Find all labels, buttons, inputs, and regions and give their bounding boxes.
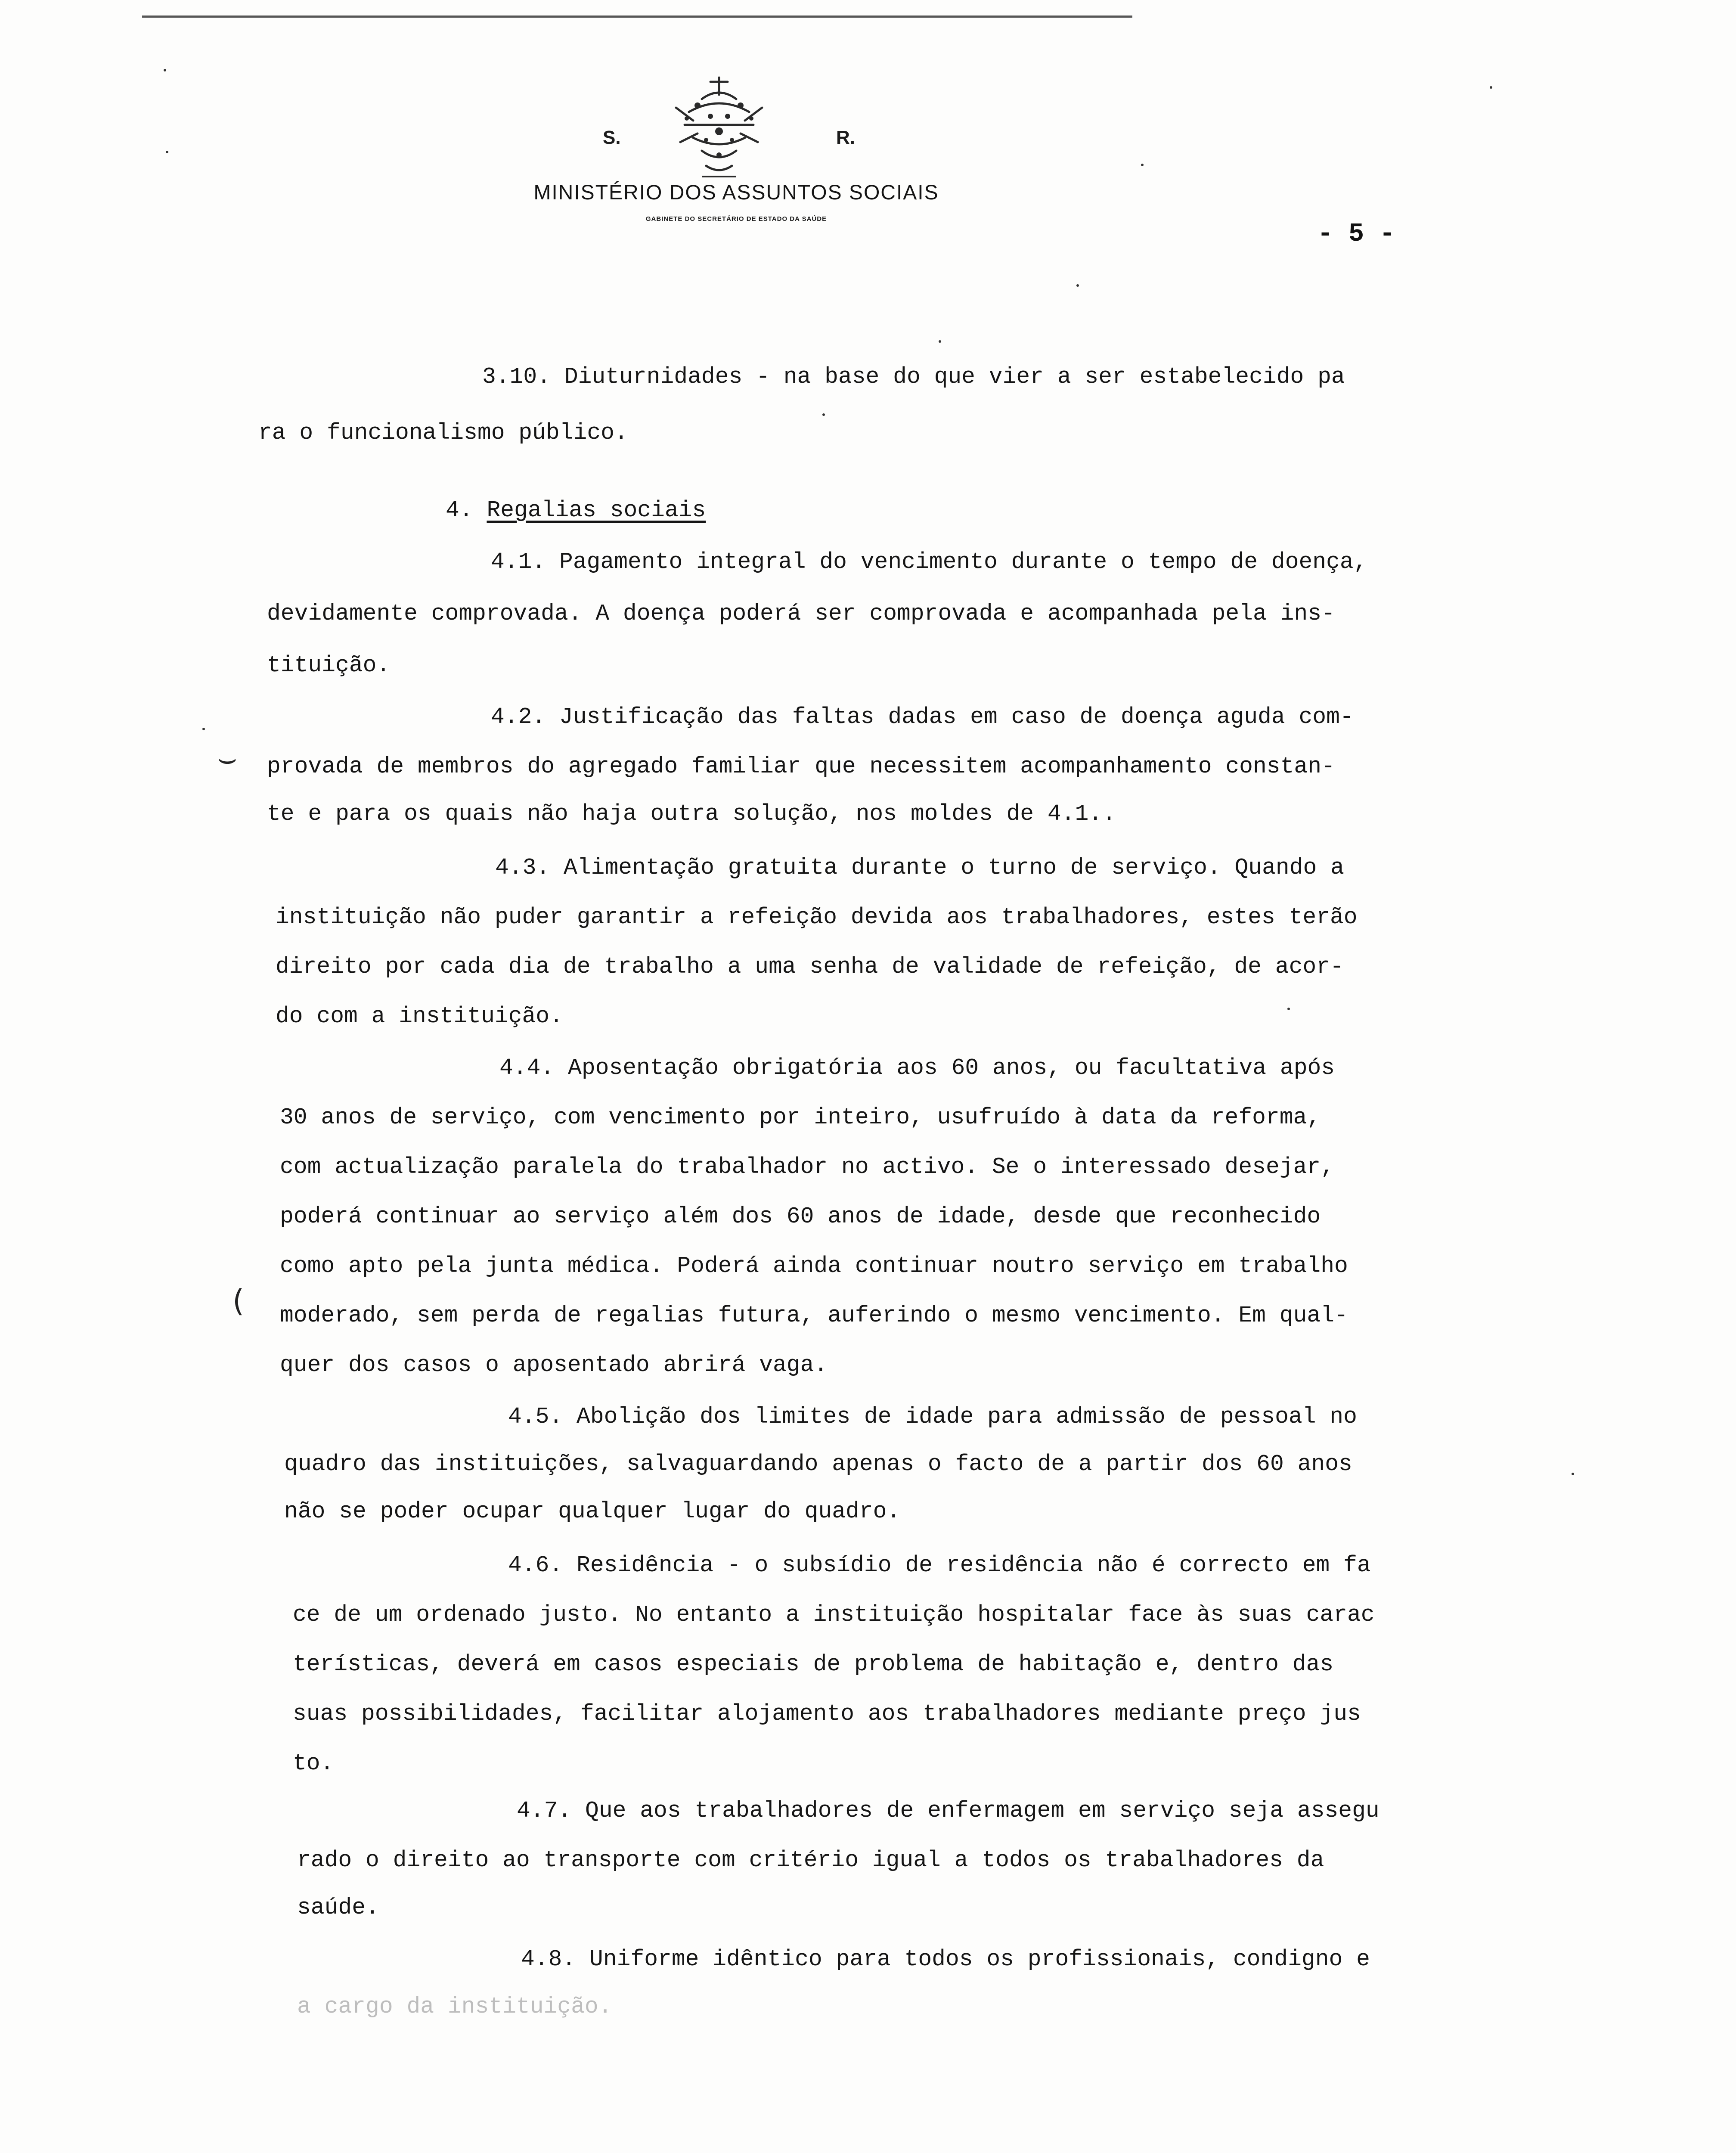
s4-3-line1: 4.3. Alimentação gratuita durante o turno de serviço. Quando a [495,855,1344,881]
s4-3-line2: instituição não puder garantir a refeição devida aos trabalhadores, estes terão [276,904,1358,930]
scan-speck [164,69,166,71]
margin-mark: ⌣ [217,741,238,776]
s4-4-line6: moderado, sem perda de regalias futura, auferindo o mesmo vencimento. Em qual- [280,1303,1348,1328]
ministry-name: MINISTÉRIO DOS ASSUNTOS SOCIAIS [533,181,939,204]
s4-1-line3: tituição. [267,652,391,678]
coat-of-arms-icon [650,65,788,185]
s4-6-line5: to. [293,1750,334,1776]
scan-speck [1141,164,1144,166]
section-4-heading [446,497,706,523]
scan-speck [1572,1473,1574,1475]
s4-1-line1: 4.1. Pagamento integral do vencimento durante o tempo de doença, [491,549,1367,575]
s4-3-line3: direito por cada dia de trabalho a uma senha de validade de refeição, de acor- [276,954,1344,980]
s4-4-line5: como apto pela junta médica. Poderá ainda continuar noutro serviço em trabalho [280,1253,1348,1279]
s4-4-line4: poderá continuar ao serviço além dos 60 anos de idade, desde que reconhecido [280,1204,1321,1229]
scan-speck [1076,284,1079,287]
scan-speck [166,151,168,153]
section-4-number: 4. [446,497,473,523]
cabinet-name: GABINETE DO SECRETÁRIO DE ESTADO DA SAÚDE [645,215,827,223]
scan-speck [822,413,825,416]
margin-mark: ( [232,1283,245,1318]
s4-5-line1: 4.5. Abolição dos limites de idade para admissão de pessoal no [508,1404,1357,1430]
s4-8-line2: a cargo da instituição. [297,1994,612,2020]
s4-1-line2: devidamente comprovada. A doença poderá ser comprovada e acompanhada pela ins- [267,601,1335,627]
s4-4-line1: 4.4. Aposentação obrigatória aos 60 anos, ou facultativa após [499,1055,1335,1081]
s4-4-line3: com actualização paralela do trabalhador no activo. Se o interessado desejar, [280,1154,1334,1180]
s4-7-line2: rado o direito ao transporte com critério igual a todos os trabalhadores da [297,1847,1324,1873]
s3-10-line2: ra o funcionalismo público. [258,420,628,446]
s4-6-line2: ce de um ordenado justo. No entanto a instituição hospitalar face às suas carac [293,1602,1375,1628]
header-letter-r: R. [836,127,855,148]
scan-speck [1287,1008,1290,1010]
scan-speck [202,728,205,730]
header-letter-s: S. [603,127,621,148]
s4-4-line2: 30 anos de serviço, com vencimento por inteiro, usufruído à data da reforma, [280,1104,1321,1130]
s4-5-line3: não se poder ocupar qualquer lugar do quadro. [284,1498,901,1524]
s4-8-line1: 4.8. Uniforme idêntico para todos os profissionais, condigno e [521,1946,1370,1972]
scan-speck [1490,86,1492,89]
section-4-title: Regalias sociais [487,497,706,523]
s4-2-line2: provada de membros do agregado familiar que necessitem acompanhamento constan- [267,754,1335,779]
page-number: - 5 - [1318,220,1395,249]
s4-2-line1: 4.2. Justificação das faltas dadas em caso de doença aguda com- [491,704,1354,730]
s4-4-line7: quer dos casos o aposentado abrirá vaga. [280,1352,828,1378]
s4-3-line4: do com a instituição. [276,1003,563,1029]
top-rule [142,16,1132,18]
s4-6-line4: suas possibilidades, facilitar alojamento aos trabalhadores mediante preço jus [293,1701,1361,1727]
s4-2-line3: te e para os quais não haja outra solução, nos moldes de 4.1.. [267,801,1116,827]
scan-speck [939,340,941,343]
s4-7-line3: saúde. [297,1895,379,1920]
s3-10-line1: 3.10. Diuturnidades - na base do que vier a ser estabelecido pa [482,364,1345,390]
s4-6-line3: terísticas, deverá em casos especiais de problema de habitação e, dentro das [293,1651,1334,1677]
s4-5-line2: quadro das instituições, salvaguardando apenas o facto de a partir dos 60 anos [284,1451,1352,1477]
s4-7-line1: 4.7. Que aos trabalhadores de enfermagem em serviço seja assegu [517,1798,1380,1824]
s4-6-line1: 4.6. Residência - o subsídio de residência não é correcto em fa [508,1552,1371,1578]
